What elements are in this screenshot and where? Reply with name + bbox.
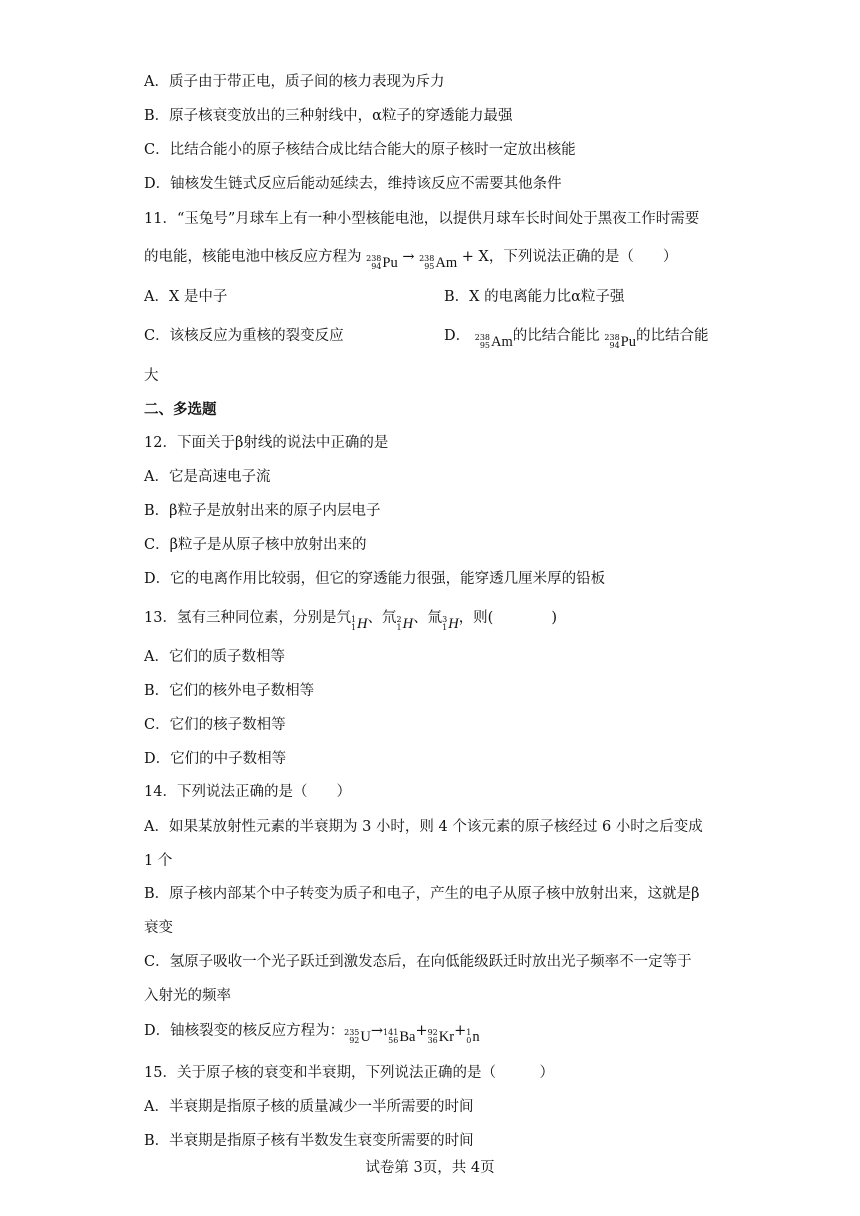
q14-option-b-line1: B．原子核内部某个中子转变为质子和电子，产生的电子从原子核中放射出来，这就是β: [144, 886, 700, 902]
h3-nuclide: [442, 614, 459, 634]
reaction-arrow: →: [402, 249, 415, 265]
n-nuclide: [466, 1027, 479, 1047]
page-footer: 试卷第 3页，共 4页: [365, 1160, 495, 1176]
am-nuclide: [419, 253, 457, 273]
pu-mass: 238: [366, 254, 382, 263]
q13-option-b: B．它们的核外电子数相等: [144, 683, 315, 699]
am-z: 95: [424, 262, 435, 271]
q11-d-post: 的比结合能: [636, 328, 709, 344]
q14-option-a-line2: 1 个: [144, 853, 173, 869]
q15-option-b: B．半衰期是指原子核有半数发生衰变所需要的时间: [144, 1133, 474, 1149]
h3-z: 1: [442, 623, 448, 632]
q12-option-a: A．它是高速电子流: [144, 469, 271, 485]
am-nuclide-d: [475, 332, 513, 352]
h1-z: 1: [350, 623, 357, 632]
q12-stem: 12．下面关于β射线的说法中正确的是: [144, 435, 389, 451]
q12-option-b: B．β粒子是放射出来的原子内层电子: [144, 503, 381, 519]
h2-mass: 2: [396, 615, 402, 624]
q11-d-pre: D．: [444, 328, 471, 344]
n-z: 0: [466, 1036, 472, 1045]
q11-d-mid: 的比结合能比: [512, 328, 600, 344]
h1-nuclide: [351, 614, 368, 634]
q10-option-c: C．比结合能小的原子核结合成比结合能大的原子核时一定放出核能: [144, 142, 576, 158]
pu-nuclide-d: [604, 332, 636, 352]
q14-option-c-line2: 入射光的频率: [144, 988, 231, 1004]
ba-mass: 141: [383, 1028, 399, 1037]
q11-stem-line2: [144, 247, 677, 273]
section-heading: 二、多选题: [144, 401, 217, 418]
tritium-label: 氚: [427, 610, 443, 626]
q13-option-a: A．它们的质子数相等: [144, 649, 285, 665]
q10-option-a: A．质子由于带正电，质子间的核力表现为斥力: [144, 74, 445, 90]
q11-option-c: C．该核反应为重核的裂变反应: [144, 328, 344, 344]
pu-z: 94: [371, 262, 382, 271]
pu-symbol: Pu: [382, 255, 398, 271]
sep-2: 、: [413, 610, 428, 626]
am-mass: 238: [419, 254, 435, 263]
q11-option-b: B．X 的电离能力比α粒子强: [444, 289, 625, 305]
h1-symbol: H: [357, 616, 368, 632]
h2-z: 1: [396, 623, 402, 632]
am-mass-d: 238: [474, 333, 491, 342]
q14-option-a-line1: A．如果某放射性元素的半衰期为 3 小时，则 4 个该元素的原子核经过 6 小时之后变成: [144, 819, 703, 835]
pu-nuclide: [366, 253, 398, 273]
kr-mass: 92: [427, 1028, 438, 1037]
am-z-d: 95: [479, 341, 491, 350]
plus-x: + X: [461, 249, 489, 265]
q13-stem-pre: 13．氢有三种同位素，分别是氕: [144, 610, 351, 626]
q11-stem-line1: 11．“玉兔号”月球车上有一种小型核能电池，以提供月球车长时间处于黑夜工作时需要: [144, 211, 700, 227]
ba-symbol: Ba: [399, 1029, 416, 1045]
q14-d-pre: D．铀核裂变的核反应方程为：: [144, 1023, 345, 1039]
pu-symbol-d: Pu: [620, 334, 636, 350]
q15-stem: 15．关于原子核的衰变和半衰期，下列说法正确的是（ ）: [144, 1065, 554, 1081]
n-symbol: n: [472, 1029, 480, 1045]
ba-nuclide: [383, 1027, 415, 1047]
ba-z: 56: [388, 1036, 399, 1045]
kr-z: 36: [427, 1036, 438, 1045]
h2-symbol: H: [402, 616, 414, 632]
q14-option-d: [144, 1021, 480, 1047]
plus-2: +: [454, 1023, 467, 1039]
q14-option-b-line2: 衰变: [144, 920, 173, 936]
q11-stem-post: ，下列说法正确的是（ ）: [488, 249, 678, 265]
h2-nuclide: [397, 614, 414, 634]
u-symbol: U: [360, 1029, 371, 1045]
q11-option-a: A．X 是中子: [144, 289, 228, 305]
q14-option-c-line1: C．氢原子吸收一个光子跃迁到激发态后，在向低能级跃迁时放出光子频率不一定等于: [144, 954, 692, 970]
pu-z-d: 94: [609, 341, 620, 350]
fission-arrow: →: [370, 1023, 384, 1039]
q11-option-d: [444, 326, 709, 352]
h3-mass: 3: [442, 615, 448, 624]
q13-stem-post: ，则( ): [458, 610, 558, 626]
q15-option-a: A．半衰期是指原子核的质量减少一半所需要的时间: [144, 1099, 474, 1115]
q12-option-c: C．β粒子是从原子核中放射出来的: [144, 537, 367, 553]
h3-symbol: H: [448, 616, 459, 632]
kr-nuclide: [428, 1027, 455, 1047]
u-mass: 235: [344, 1028, 360, 1037]
pu-mass-d: 238: [604, 333, 620, 342]
am-symbol: Am: [435, 255, 458, 271]
q14-stem: 14．下列说法正确的是（ ）: [144, 784, 351, 800]
q12-option-d: D．它的电离作用比较弱，但它的穿透能力很强，能穿透几厘米厚的铅板: [144, 571, 606, 587]
sep-1: 、: [367, 610, 383, 626]
kr-symbol: Kr: [438, 1029, 455, 1045]
q10-option-b: B．原子核衰变放出的三种射线中，α粒子的穿透能力最强: [144, 108, 513, 124]
q11-option-d-cont: 大: [144, 368, 159, 384]
q13-option-d: D．它们的中子数相等: [144, 751, 287, 767]
q11-stem-pre: 的电能，核能电池中核反应方程为: [144, 249, 362, 265]
q10-option-d: D．铀核发生链式反应后能动延续去，维持该反应不需要其他条件: [144, 176, 562, 192]
u-z: 92: [349, 1036, 360, 1045]
plus-1: +: [415, 1023, 428, 1039]
q13-stem: [144, 608, 557, 634]
deuterium-label: 氘: [382, 610, 397, 626]
u-nuclide: [344, 1027, 371, 1047]
am-symbol-d: Am: [491, 334, 513, 350]
h1-mass: 1: [350, 615, 357, 624]
n-mass: 1: [466, 1028, 472, 1037]
q13-option-c: C．它们的核子数相等: [144, 717, 286, 733]
